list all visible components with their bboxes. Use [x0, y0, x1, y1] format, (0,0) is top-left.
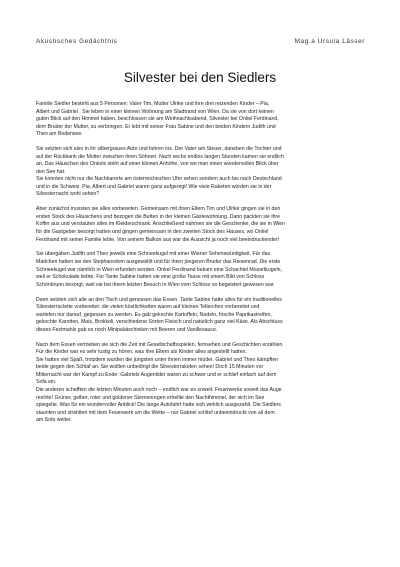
text-line: am Sofa weiter. [36, 417, 72, 424]
text-line: Ferdinand mit seiner Familie lebte. Von seinem Balkon aus war die Aussicht ja noch viel beeindruckender! [36, 236, 280, 243]
paragraph [36, 146, 366, 199]
text-line: guten Blick auf den Himmel haben, beschlossen sie am Weihnachtsabend, Silvester bei Onkel Ferdinand, [36, 116, 279, 123]
text-line: Silvesternacht wohl sehen? [36, 191, 100, 198]
paragraph [36, 206, 366, 244]
paragraph [36, 251, 366, 289]
text-line: gekochte Karotten, Mais, Brokkoli, verschiedene Sorten Fleisch und natürlich ganz viel Käse. Als Abschluss [36, 319, 283, 326]
text-line: Für die Kinder war es sehr lustig zu hören, was ihre Eltern als Kinder alles angestellt hatten. [36, 349, 247, 356]
text-line: Mädchen hatten sie den Stephansdom ausgewählt und für ihren jüngeren Bruder das Riesenrad. Die erste [36, 259, 281, 266]
text-line: den See hat. [36, 168, 66, 175]
text-line: Nach dem Essen vertrieben sie sich die Zeit mit Gesellschaftsspielen, fernsehen und Geschichten erzählen. [36, 341, 284, 348]
text-line: Schönbrunn besorgt, weil sie bei ihrem letzten Besuch in Wien vom Schloss so begeistert gewesen war. [36, 281, 275, 288]
header-author: Mag.a Ursula Lässer [294, 38, 365, 45]
text-line: Sie setzten sich also in ihr silbergraues Auto und fuhren los. Der Vater am Steuer, daneben die Tochter und [36, 146, 282, 153]
text-line: beide gegen den Schlaf an. Sie wollten unbedingt die Silvesterraketen sehen! Doch 15 Minuten vor [36, 364, 264, 371]
text-line: Aber zunächst mussten sie alles vorbereiten. Gemeinsam mit ihren Eltern Tim und Ulrike gingen sie in den [36, 206, 281, 213]
text-line: Albert und Gabriel . Sie leben in einer kleinen Wohnung am Stadtrand von Wien. Da sie von dort keinen [36, 108, 274, 115]
text-line: und in die Schweiz. Pia, Albert und Gabriel waren ganz aufgeregt! Wie viele Raketen würden sie in der [36, 183, 272, 190]
text-line: ersten Stock des Häuschens und bezogen die Betten in der kleinen Gästewohnung. Dann packten sie ihre [36, 213, 280, 220]
text-line: für die Gastgeber besorgt hatten und gingen gemeinsam in den zweiten Stock des Hauses, wo Onkel [36, 228, 269, 235]
text-line: an. Das Häuschen des Onkels steht auf einer kleinen Anhöhe, von wo man einen wundervollen Blick über [36, 161, 279, 168]
text-line: Koffer aus und verstauten alles im Kleiderschrank. Anschließend nahmen sie die Geschenke, die sie in Wien [36, 221, 286, 228]
text-line: staunten und strahlten mit dem Feuerwerk um die Wette – nur Gabriel schlief unbeeindruckt von all dem [36, 409, 275, 416]
text-line: Schneekugel war nämlich in Wien erfunden worden. Onkel Ferdinand bekam eine Schachtel Mozartkugeln, [36, 266, 282, 273]
text-line: Theo am Bodensee. [36, 131, 83, 138]
text-line: Dann setzten sich alle an den Tisch und genossen das Essen. Tante Sabine hatte alles für ein traditionelles [36, 296, 282, 303]
text-line: Familie Siedler besteht aus 5 Personen: Vater Tim, Mutter Ulrike und ihre drei reizenden Kinder – Pia, [36, 101, 270, 107]
text-line: Mitternacht war der Kampf zu Ende: Gabriels Augenlider waren zu schwer und er schlief einfach auf dem [36, 371, 277, 378]
paragraph [36, 101, 366, 139]
text-line: spiegelte. Was für ein wundervoller Anblick! Die lange Autofahrt hatte sich wirklich ausgezahlt. Die Siedlers [36, 402, 281, 409]
text-line: dem Bruder der Mutter, zu verbringen. Er lebt mit seiner Frau Sabine und den beiden Kindern Judith und [36, 123, 276, 130]
text-line: Die anderen schafften die letzten Minuten auch noch – endlich war es soweit: Feuerwerke soweit das Auge [36, 387, 282, 393]
text-line: Silvesterraclette vorbereitet: die vielen köstlichkeiten waren auf kleinen Tellerchen vorbereitet und [36, 304, 260, 311]
text-line: reichte! Grüner, gelber, roter und goldener Sternenregen erhellte den Nachthimmel, der sich im See [36, 394, 265, 401]
header-topic: Akustisches Gedächtnis [36, 38, 118, 45]
text-line: Sofa ein. [36, 379, 57, 386]
paragraph [36, 297, 366, 335]
text-line: auf der Rückbank die Mutter zwischen ihren Söhnen. Nach sechs endlos langen Stunden kamen sie endlich [36, 153, 284, 160]
text-line: warteten nur darauf, gegessen zu werden. Es gab gekochte Kartoffeln, Nudeln, frische Paprikastreifen, [36, 311, 272, 318]
text-line: weil er Schokolade liebte. Für Tante Sabine hatten sie eine große Tasse mit einem Bild von Schloss [36, 274, 265, 281]
text-line: Sie konnten nicht nur die Nachbarorte am österreichischen Ufer sehen sondern auch bis nach Deutschland [36, 176, 282, 183]
document-title: Silvester bei den Siedlers [123, 70, 277, 85]
page-header [36, 38, 365, 45]
text-line: Sie hatten viel Spaß, trotzdem wurden die jüngsten unter ihnen immer müder. Gabriel und Theo kämpften [36, 356, 279, 363]
text-line: Sie übergaben Judith und Theo jeweils eine Schneekugel mit einer Wiener Sehenswürdigkeit. Für das [36, 251, 271, 258]
paragraph [36, 342, 366, 425]
document-body [36, 101, 366, 432]
text-line: dieses Festmahls gab es noch Minipalatschinken mit Beeren und Vanillesauce. [36, 326, 218, 333]
